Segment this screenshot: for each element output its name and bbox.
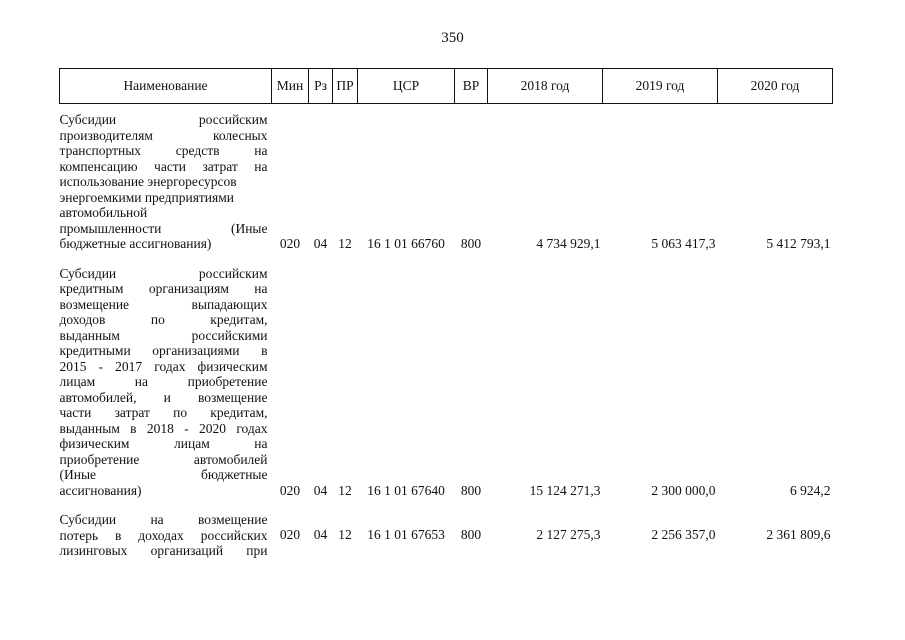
header-min: Мин (272, 69, 309, 104)
cell-rz: 04 (313, 527, 328, 542)
row-name-line: автомобилей, и возмещение (59, 389, 268, 405)
cell-2019: 5 063 417,3 (651, 236, 716, 251)
page-number: 350 (441, 30, 464, 46)
row-name-line: 2015 - 2017 годах физическим (59, 358, 268, 374)
row-name-line: выданным российскими (59, 327, 268, 343)
row-name-line: выданным в 2018 - 2020 годах (59, 420, 268, 436)
cell-csr: 16 1 01 67640 (367, 482, 445, 498)
row-name-line: промышленности (Иные (59, 220, 268, 236)
cell-2019: 2 300 000,0 (651, 482, 716, 498)
row-name-line: части затрат по кредитам, (59, 405, 268, 420)
row-name-line: потерь в доходах российских (59, 527, 268, 543)
header-2020: 2020 год (718, 69, 833, 104)
row-name (60, 266, 272, 499)
row-name-line: физическим лицам на (59, 436, 268, 451)
cell-rz: 04 (313, 236, 328, 251)
row-name-line: энергоемкими предприятиями (59, 189, 235, 205)
header-csr: ЦСР (358, 69, 455, 104)
cell-2020: 2 361 809,6 (766, 527, 831, 542)
header-name: Наименование (60, 69, 272, 104)
row-spacer (60, 252, 833, 266)
cell-2020: 5 412 793,1 (766, 236, 831, 251)
row-name-line: приобретение автомобилей (59, 451, 268, 467)
row-name-line: ассигнования) (59, 482, 142, 498)
cell-csr: 16 1 01 66760 (367, 236, 445, 251)
row-name-line: возмещение выпадающих (59, 296, 268, 312)
row-name-line: доходов по кредитам, (59, 312, 268, 327)
row-name-line: бюджетные ассигнования) (59, 236, 212, 251)
cell-csr: 16 1 01 67653 (367, 527, 445, 542)
cell-min: 020 (279, 527, 301, 542)
cell-min: 020 (279, 236, 301, 251)
header-vr: ВР (455, 69, 488, 104)
cell-min: 020 (279, 482, 301, 498)
cell-vr: 800 (460, 527, 482, 542)
cell-2020: 6 924,2 (790, 482, 831, 498)
row-name-line: компенсацию части затрат на (59, 158, 268, 174)
row-name-line: производителям колесных (59, 127, 268, 143)
cell-2018: 2 127 275,3 (536, 527, 601, 542)
header-2019: 2019 год (603, 69, 718, 104)
cell-2018: 15 124 271,3 (529, 482, 601, 498)
cell-pr: 12 (338, 482, 352, 498)
header-row (60, 69, 833, 104)
table-row (60, 104, 833, 252)
header-2018: 2018 год (488, 69, 603, 104)
cell-pr: 12 (338, 527, 352, 542)
table-row (60, 266, 833, 499)
cell-pr: 12 (338, 236, 352, 251)
header-rz: Рз (309, 69, 333, 104)
row-name-line: Субсидии российским (59, 265, 268, 281)
row-name-line: использование энергоресурсов (59, 174, 237, 189)
row-name-line: кредитным организациям на (59, 281, 268, 296)
table-row (60, 512, 833, 559)
header-pr: ПР (333, 69, 358, 104)
cell-vr: 800 (460, 482, 482, 498)
row-name-line: (Иные бюджетные (59, 467, 268, 482)
row-name (60, 512, 272, 559)
cell-rz: 04 (313, 482, 328, 498)
cell-2019: 2 256 357,0 (651, 527, 716, 542)
row-name-line: лицам на приобретение (59, 374, 268, 389)
row-name-line: кредитными организациями в (59, 343, 268, 358)
row-name-line: автомобильной (59, 205, 148, 220)
row-name-line: Субсидии российским (59, 112, 268, 127)
row-spacer (60, 498, 833, 512)
row-name-line: транспортных средств на (59, 143, 268, 158)
row-name (60, 104, 272, 252)
row-name-line: Субсидии на возмещение (59, 512, 268, 527)
cell-2018: 4 734 929,1 (536, 236, 601, 251)
cell-vr: 800 (460, 236, 482, 251)
row-name-line: лизинговых организаций при (59, 543, 268, 558)
budget-table (59, 68, 833, 559)
